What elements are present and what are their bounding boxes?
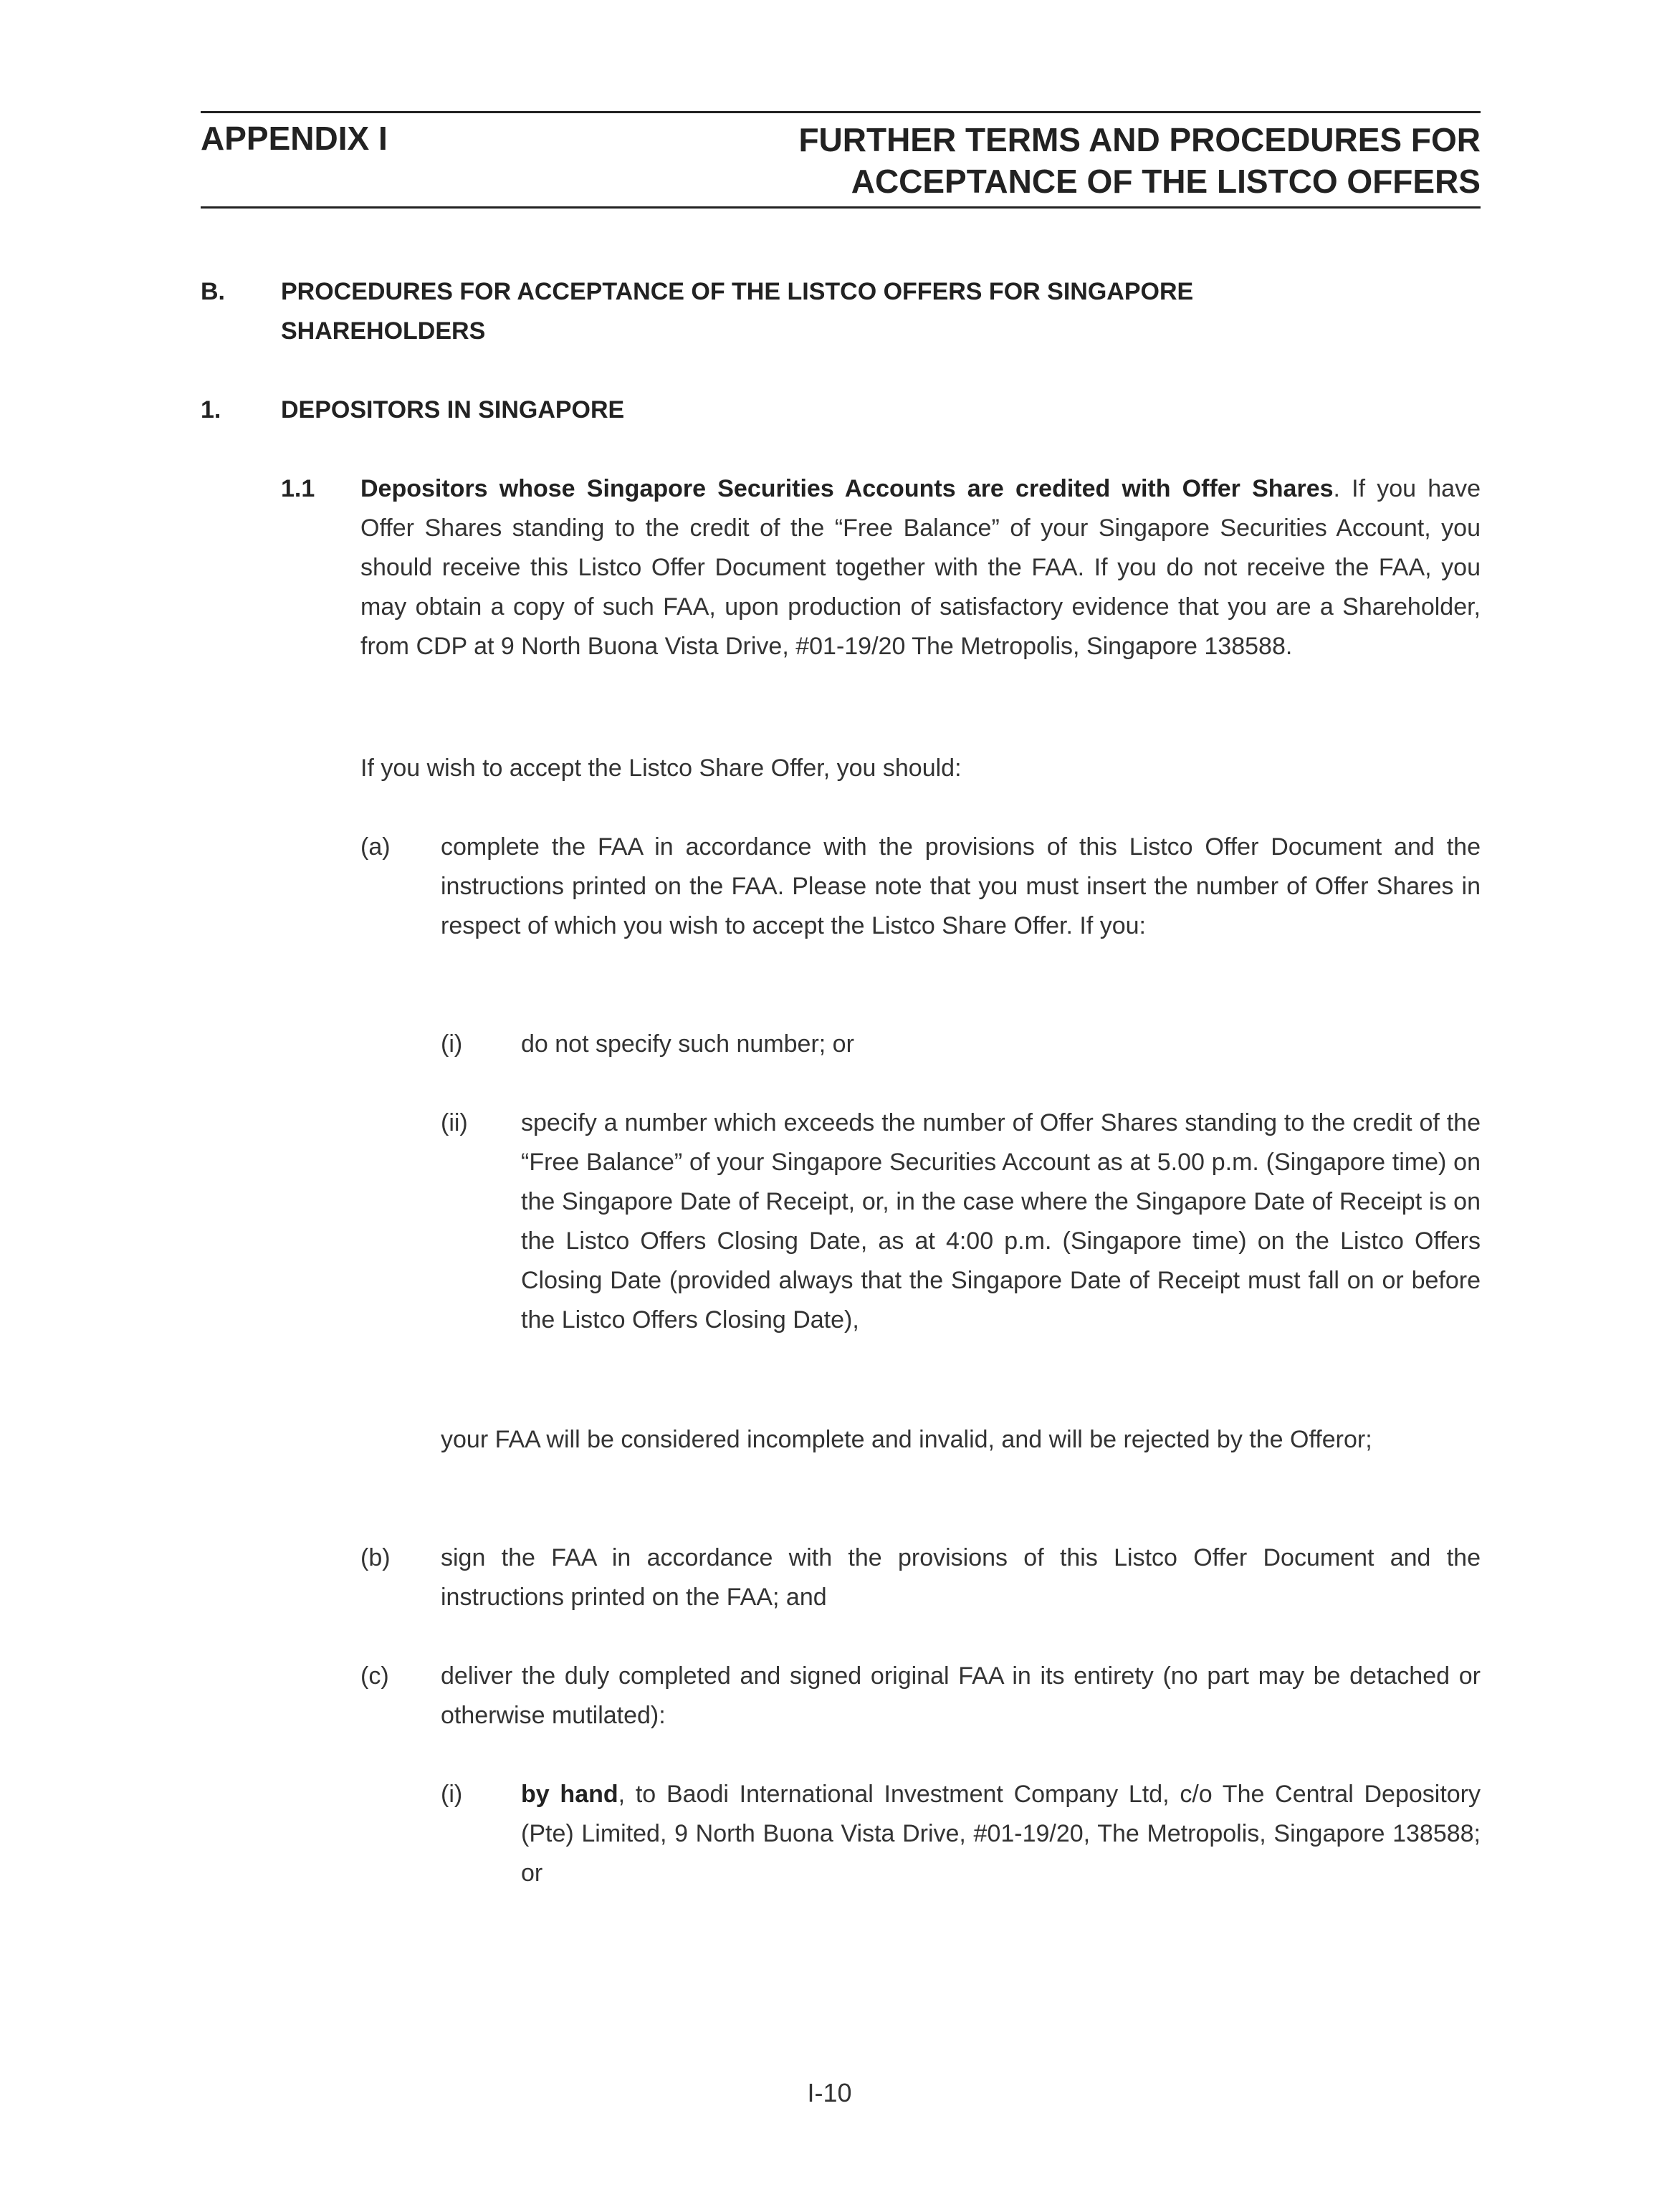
item-c-i-text (521, 1775, 1481, 1893)
section-1-title: DEPOSITORS IN SINGAPORE (281, 396, 625, 423)
appendix-label: APPENDIX I (201, 120, 388, 157)
item-a-ii-text: specify a number which exceeds the number of Offer Shares standing to the credit of the “Free Balance” of your Singapore Securities Account as at 5.00 p.m. (Singapore time) on the Singapore Date of Receipt, or, in the case where the Singapore Date of Receipt is on the Listco Offers Closing Date, as at 4:00 p.m. (Singapore time) on the Listco Offers Closing Date (provided always that the Singapore Date of Receipt must fall on or before the Listco Offers Closing Date), (521, 1109, 1481, 1334)
item-c-i-body: , to Baodi International Investment Company Ltd, c/o The Central Depository (Pte) Limited, 9 North Buona Vista Drive, #01-19/20, The Metropolis, Singapore 138588; or (521, 1781, 1481, 1887)
item-c-i-lead: by hand (521, 1781, 618, 1808)
item-a-i-text: do not specify such number; or (521, 1030, 854, 1058)
item-c-label: (c) (360, 1662, 389, 1690)
section-b-number: B. (201, 278, 225, 305)
item-b-text: sign the FAA in accordance with the provisions of this Listco Offer Document and the instructions printed on the FAA; and (441, 1544, 1481, 1611)
item-b-label: (b) (360, 1544, 391, 1571)
item-c-text: deliver the duly completed and signed original FAA in its entirety (no part may be detached or otherwise mutilated): (441, 1662, 1481, 1729)
section-b-title: PROCEDURES FOR ACCEPTANCE OF THE LISTCO OFFERS FOR SINGAPORE SHAREHOLDERS (281, 278, 1194, 345)
appendix-title (798, 119, 1481, 202)
page-number: I-10 (807, 2078, 852, 2107)
appendix-title-line2: ACCEPTANCE OF THE LISTCO OFFERS (851, 163, 1481, 200)
item-a-text: complete the FAA in accordance with the provisions of this Listco Offer Document and the instructions printed on the FAA. Please note that you must insert the number of Offer Shares in respect of which you wish to accept the Listco Share Offer. If you: (441, 833, 1481, 939)
item-a-i-label: (i) (441, 1030, 463, 1058)
header-bottom-rule (201, 206, 1481, 209)
appendix-title-line1: FURTHER TERMS AND PROCEDURES FOR (798, 121, 1481, 158)
para-1-1-number: 1.1 (281, 475, 315, 502)
para-1-1-lead: Depositors whose Singapore Securities Accounts are credited with Offer Shares (360, 475, 1334, 502)
item-a-tail: your FAA will be considered incomplete and invalid, and will be rejected by the Offeror; (441, 1426, 1372, 1453)
section-1-number: 1. (201, 396, 221, 423)
header-top-rule (201, 111, 1481, 113)
item-a-label: (a) (360, 833, 391, 861)
para-1-1-body: . If you have Offer Shares standing to the credit of the “Free Balance” of your Singapore Securities Account, you should receive this Listco Offer Document together with the FAA. If you do not receive the FAA, you may obtain a copy of such FAA, upon production of satisfactory evidence that you are a Shareholder, from CDP at 9 North Buona Vista Drive, #01-19/20 The Metropolis, Singapore 138588. (360, 475, 1481, 660)
item-c-i-label: (i) (441, 1781, 463, 1808)
acceptance-intro: If you wish to accept the Listco Share Offer, you should: (360, 755, 962, 782)
para-1-1 (360, 469, 1481, 666)
item-a-ii-label: (ii) (441, 1109, 468, 1136)
